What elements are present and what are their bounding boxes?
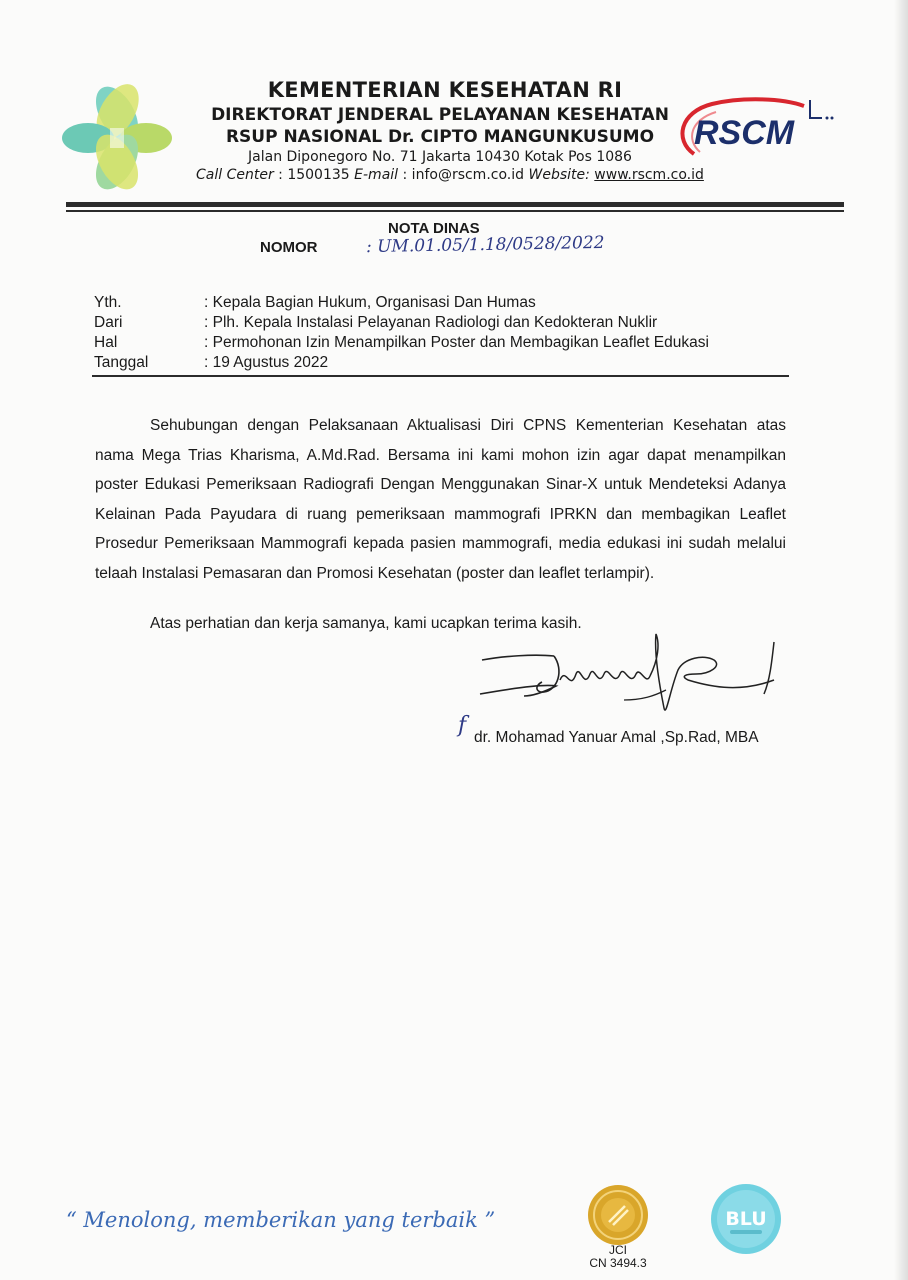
- memo-meta-rule: [92, 375, 789, 377]
- blu-logo: [710, 1183, 782, 1255]
- letterhead-directorate: DIREKTORAT JENDERAL PELAYANAN KESEHATAN: [211, 105, 669, 125]
- signatory-name: dr. Mohamad Yanuar Amal ,Sp.Rad, MBA: [474, 729, 759, 746]
- website-label: Website: [528, 167, 586, 183]
- rscm-logo: [672, 96, 840, 162]
- memo-number-handwritten: : UM.01.05/1.18/0528/2022: [365, 232, 605, 258]
- letterhead-hospital: RSUP NASIONAL Dr. CIPTO MANGUNKUSUMO: [225, 127, 655, 147]
- subject-value: : Permohonan Izin Menampilkan Poster dan Membagikan Leaflet Edukasi: [204, 334, 709, 351]
- memo-number-label: NOMOR: [260, 239, 318, 256]
- footer-motto: “ Menolong, memberikan yang terbaik ”: [66, 1208, 496, 1232]
- call-center-label: Call Center: [196, 167, 274, 183]
- signature-image: [474, 630, 784, 725]
- closing-sentence: Atas perhatian dan kerja samanya, kami ucapkan terima kasih.: [150, 615, 582, 632]
- date-label: Tanggal: [94, 354, 149, 371]
- letterhead-contact: Call Center : 1500135 E-mail : info@rscm.co.id Website: www.rscm.co.id: [196, 167, 704, 183]
- page-edge-shadow: [894, 0, 908, 1280]
- website-link[interactable]: www.rscm.co.id: [594, 167, 704, 183]
- letterhead-address: Jalan Diponegoro No. 71 Jakarta 10430 Kotak Pos 1086: [248, 149, 632, 165]
- subject-label: Hal: [94, 334, 118, 351]
- jci-accreditation-text: [560, 1244, 676, 1270]
- jci-seal-icon: [587, 1184, 649, 1246]
- recipient-label: Yth.: [94, 294, 122, 311]
- signature-initial: f: [458, 713, 467, 738]
- jci-certificate-number: CN 3494.3: [589, 1256, 647, 1270]
- letterhead-rule-thin: [66, 210, 844, 212]
- call-center-value: : 1500135: [278, 167, 350, 183]
- sender-value: : Plh. Kepala Instalasi Pelayanan Radiologi dan Kedokteran Nuklir: [204, 314, 658, 331]
- email-label: E-mail: [354, 167, 399, 183]
- jci-label: JCI: [609, 1243, 627, 1257]
- blu-logo-text: BLU: [725, 1208, 767, 1230]
- body-paragraph: Sehubungan dengan Pelaksanaan Aktualisasi Diri CPNS Kementerian Kesehatan atas nama Mega Trias Kharisma, A.Md.Rad. Bersama ini kami mohon izin agar dapat menampilkan poster Edukasi Pemeriksaan Radiografi Dengan Menggunakan Sinar-X untuk Mendeteksi Adanya Kelainan Pada Payudara di ruang pemeriksaan mammografi IPRKN dan membagikan Leaflet Prosedur Pemeriksaan Mammografi kepada pasien mammografi, media edukasi ini sudah melalui telaah Instalasi Pemasaran dan Promosi Kesehatan (poster dan leaflet terlampir).: [95, 417, 786, 582]
- letterhead-rule-thick: [66, 202, 844, 207]
- memo-body: [95, 411, 786, 588]
- date-value: : 19 Agustus 2022: [204, 354, 329, 371]
- email-value: : info@rscm.co.id: [402, 167, 525, 183]
- kemenkes-logo: [62, 80, 172, 192]
- recipient-value: : Kepala Bagian Hukum, Organisasi Dan Humas: [204, 294, 536, 311]
- sender-label: Dari: [94, 314, 123, 331]
- letterhead-ministry: KEMENTERIAN KESEHATAN RI: [267, 78, 623, 102]
- rscm-logo-text: RSCM: [694, 114, 795, 152]
- memo-title: NOTA DINAS: [388, 220, 480, 237]
